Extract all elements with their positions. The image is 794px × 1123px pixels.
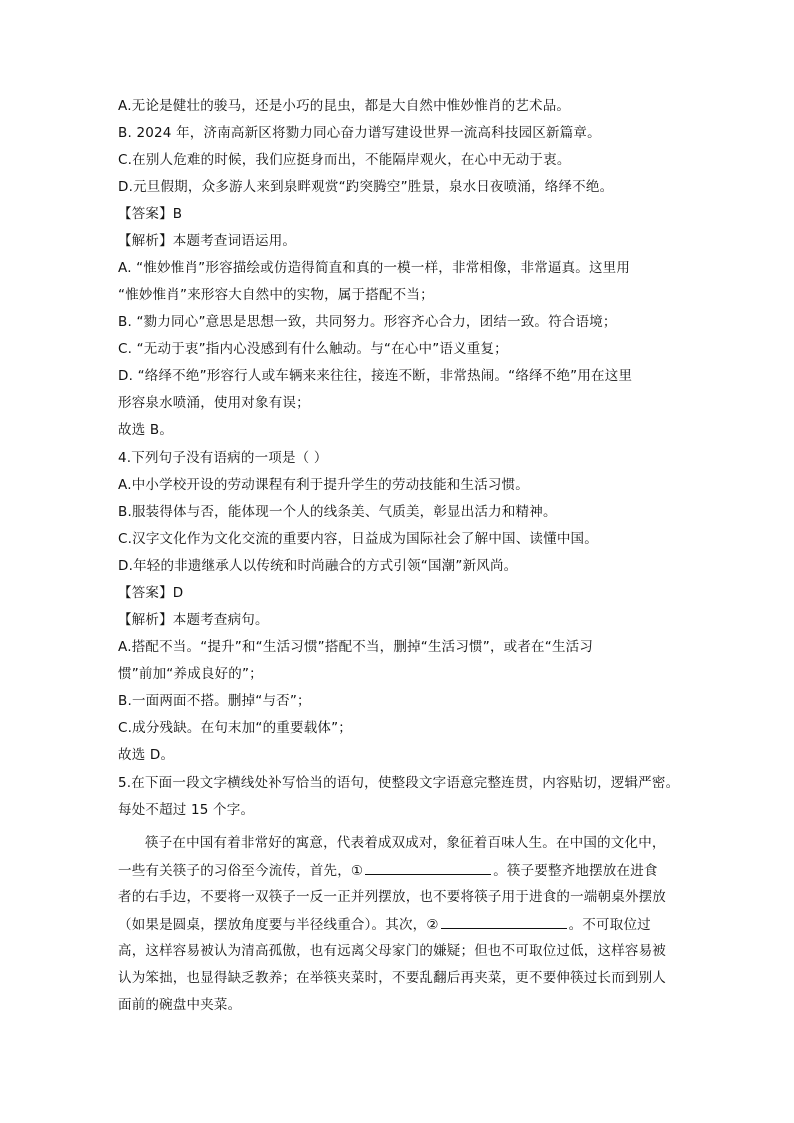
- q4-analysis-line: C.成分残缺。在句末加“的重要载体”；: [118, 720, 353, 736]
- q3-analysis-heading: 【解析】本题考查词语运用。: [118, 233, 297, 249]
- q3-option-b: B. 2024 年，济南高新区将勠力同心奋力谱写建设世界一流高科技园区新篇章。: [118, 125, 601, 141]
- q5-passage-line: [118, 860, 658, 881]
- q3-option-d: D.元旦假期，众多游人来到泉畔观赏“趵突腾空”胜景，泉水日夜喷涌，络绎不绝。: [118, 179, 614, 195]
- passage-text: 一些有关筷子的习俗至今流传，首先，①: [118, 863, 364, 879]
- q3-analysis-line: D. “络绎不绝”形容行人或车辆来来往往，接连不断，非常热闹。“络绎不绝”用在这里: [118, 368, 633, 384]
- q3-analysis-line: A. “惟妙惟肖”形容描绘或仿造得简直和真的一模一样，非常相像，非常逼真。这里用: [118, 260, 631, 276]
- q5-stem: 每处不超过 15 个字。: [118, 802, 255, 818]
- q5-passage-line: 筷子在中国有着非常好的寓意，代表着成双成对，象征着百味人生。在中国的文化中，: [145, 835, 666, 851]
- q5-passage-line: 者的右手边，不要将一双筷子一反一正并列摆放，也不要将筷子用于进食的一端朝桌外摆放: [118, 889, 666, 905]
- q4-analysis-line: B.一面两面不搭。删掉“与否”；: [118, 693, 311, 709]
- fill-in-blank-2[interactable]: [441, 914, 567, 929]
- passage-text: 。筷子要整齐地摆放在进食: [493, 863, 658, 879]
- q4-option-d: D.年轻的非遗继承人以传统和时尚融合的方式引领“国潮”新风尚。: [118, 558, 518, 574]
- q3-analysis-line: B. “勠力同心”意思是思想一致，共同努力。形容齐心合力，团结一致。符合语境；: [118, 314, 617, 330]
- q3-analysis-line: “惟妙惟肖”来形容大自然中的实物，属于搭配不当；: [118, 287, 434, 303]
- q5-passage-line: 认为笨拙，也显得缺乏教养；在举筷夹菜时，不要乱翻后再夹菜，更不要伸筷过长而到别人: [118, 970, 666, 986]
- q4-analysis-line: A.搭配不当。“提升”和“生活习惯”搭配不当，删掉“生活习惯”，或者在“生活习: [118, 639, 594, 655]
- q4-option-a: A.中小学校开设的劳动课程有利于提升学生的劳动技能和生活习惯。: [118, 477, 529, 493]
- q5-passage-line: 面前的碗盘中夹菜。: [118, 997, 242, 1013]
- q4-option-c: C.汉字文化作为文化交流的重要内容，日益成为国际社会了解中国、读懂中国。: [118, 531, 598, 547]
- q3-option-c: C.在别人危难的时候，我们应挺身而出，不能隔岸观火，在心中无动于衷。: [118, 152, 571, 168]
- passage-text: （如果是圆桌，摆放角度要与半径线重合）。其次，②: [118, 917, 439, 933]
- q5-passage-line: 高，这样容易被认为清高孤傲，也有远离父母家门的嫌疑；但也不可取位过低，这样容易被: [118, 943, 666, 959]
- q3-analysis-line: 形容泉水喷涌，使用对象有误；: [118, 395, 310, 411]
- q3-answer: 【答案】B: [118, 206, 183, 222]
- q4-answer: 【答案】D: [118, 585, 184, 601]
- q5-passage-line: [118, 914, 651, 935]
- q3-analysis-line: C. “无动于衷”指内心没感到有什么触动。与“在心中”语义重复；: [118, 341, 508, 357]
- passage-text: 。不可取位过: [568, 917, 651, 933]
- q4-analysis-line: 惯”前加“养成良好的”；: [118, 666, 263, 682]
- q5-stem: 5.在下面一段文字横线处补写恰当的语句，使整段文字语意完整连贯，内容贴切，逻辑严密。: [118, 775, 680, 791]
- q4-analysis-heading: 【解析】本题考查病句。: [118, 612, 269, 628]
- q3-conclusion: 故选 B。: [118, 422, 174, 438]
- q4-option-b: B.服装得体与否，能体现一个人的线条美、气质美，彰显出活力和精神。: [118, 504, 557, 520]
- q3-option-a: A.无论是健壮的骏马，还是小巧的昆虫，都是大自然中惟妙惟肖的艺术品。: [118, 98, 571, 114]
- fill-in-blank-1[interactable]: [365, 860, 491, 875]
- q4-conclusion: 故选 D。: [118, 747, 175, 763]
- q4-stem: 4.下列句子没有语病的一项是（ ）: [118, 450, 328, 466]
